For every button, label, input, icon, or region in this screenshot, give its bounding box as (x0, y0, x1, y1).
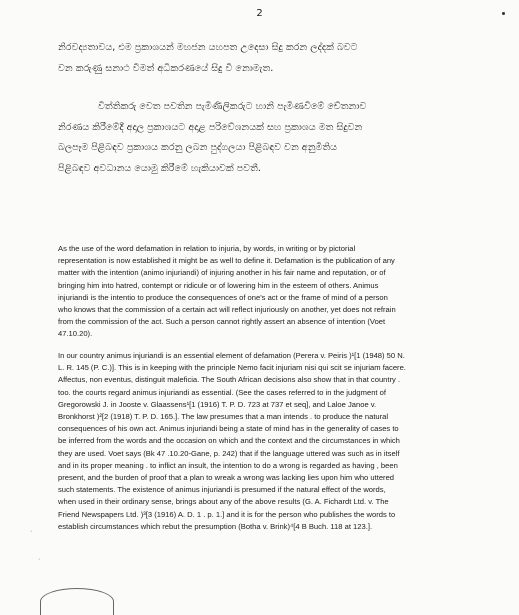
text-line: they are used. Voet says (Bk 47 .10.20-Gane, p. 242) that if the language uttered was such as in itself (58, 448, 400, 458)
text-line: be inferred from the words and the occasion on which and the context and the circumstances in which (58, 436, 400, 446)
text-line: bringing him into hatred, contempt or ridicule or of lowering him in the esteem of others. Animus (58, 280, 379, 290)
text-line: when used in their ordinary sense, brings about any of the above results (G. A. Fichardt Ltd. v. The (58, 497, 389, 507)
text-line: representation is now established it might be as well to define it. Defamation is the publication of any (58, 256, 395, 266)
text-line: and in its proper meaning . to inflict an insult, the intention to do a wrong is regarded as having , been (58, 460, 398, 470)
text-line: වන කරුණු සනාථ වීමත් අධිකරණයේ සිදු වී නොමැත. (58, 62, 274, 74)
corner-dot (502, 12, 505, 15)
english-paragraph-2 (58, 350, 480, 533)
text-line: නිරණය කිරීමේදී අදාල ප්‍රකාශයට අදාළ පරිවේශනයක් සහ ප්‍රකාශය මත සිදුවන (58, 121, 363, 133)
text-line: too. the courts regard animus injuriandi as essential. (See the cases referred to in the judgment of (58, 387, 386, 397)
text-line: බලපෑම පිළිබඳව ප්‍රකාශය කරනු ලබන පුද්ගලයා පිළිබඳව වන අනුමිතිය (58, 142, 338, 153)
text-line: consequences of his own act. Animus injuriandi being a state of mind has in the generality of cases to (58, 424, 399, 434)
page-number: 2 (256, 8, 263, 19)
text-line: Friend Newspapers Ltd. )³[3 (1916) A. D. 1 . p. 1.] and it is for the person who publishes the words to (58, 509, 396, 519)
text-line: පිළිබඳව අවධානය යොමු කිරීමේ හැකියාවක් පවතී. (58, 162, 261, 174)
text-line: from the commission of the act. Such a person cannot rightly assert an absence of intention (Voet (58, 317, 386, 327)
text-line: L. R. 145 (P. C.)]. This is in keeping with the principle Nemo facit injuriam nisi qui scit se injuriam facere. (58, 363, 406, 373)
text-line: such statements. The existence of animus injuriandi is presumed if the natural effect of the words, (58, 485, 386, 495)
scan-speck: · (30, 528, 33, 535)
text-line: Bronkhorst )²[2 (1918) T. P. D. 165.]. The law presumes that a man intends . to produce the natural (58, 412, 389, 422)
text-line: present, and the burden of proof that a plan to wreak a wrong was lacking lies upon him who uttered (58, 473, 395, 483)
stamp-outline (40, 588, 114, 615)
text-line: As the use of the word defamation in relation to injuria, by words, in writing or by pictorial (58, 244, 356, 253)
text-line: 47.10.20). (58, 329, 93, 339)
text-line: injuriandi is the intentio to produce the consequences of one's act or the frame of mind of a person (58, 292, 388, 302)
text-line: In our country animus injuriandi is an essential element of defamation (Perera v. Peiris )¹[1 (1948) 50 N. (58, 351, 405, 360)
sinhala-paragraph-1 (58, 38, 476, 79)
text-line: who knows that the commission of a certain act will reflect injuriously on another, yet does not refrain (58, 305, 396, 315)
english-paragraph-1 (58, 243, 480, 341)
text-line: establish circumstances which rebut the presumption (Botha v. Brink)⁴[4 B Buch. 118 at 123.]. (58, 521, 373, 531)
scan-speck: · (38, 556, 41, 563)
text-line: නිරවද්‍යතාවය, එම ප්‍රකාශයන් මහජන යහපත උදෙසා සිදු කරන ලද්දක් බවට (58, 42, 358, 53)
text-line: විත්තිකරු වෙත පවතින පැමිණිලිකරුට හානි පැමිණවීමේ චේතනාව (98, 101, 367, 112)
sinhala-paragraph-2 (58, 97, 476, 179)
text-line: Gregorowski J. in Jooste v. Glaassens¹[1 (1916) T. P. D. 723 at 737 et seq], and Laloe Janoe v. (58, 399, 377, 409)
text-line: matter with the intention (animo injuriandi) of injuring another in his fair name and reputation, or of (58, 268, 386, 278)
text-line: Affectus, non eventus, distinguit maleficia. The South African decisions also show that in that country . (58, 375, 401, 385)
